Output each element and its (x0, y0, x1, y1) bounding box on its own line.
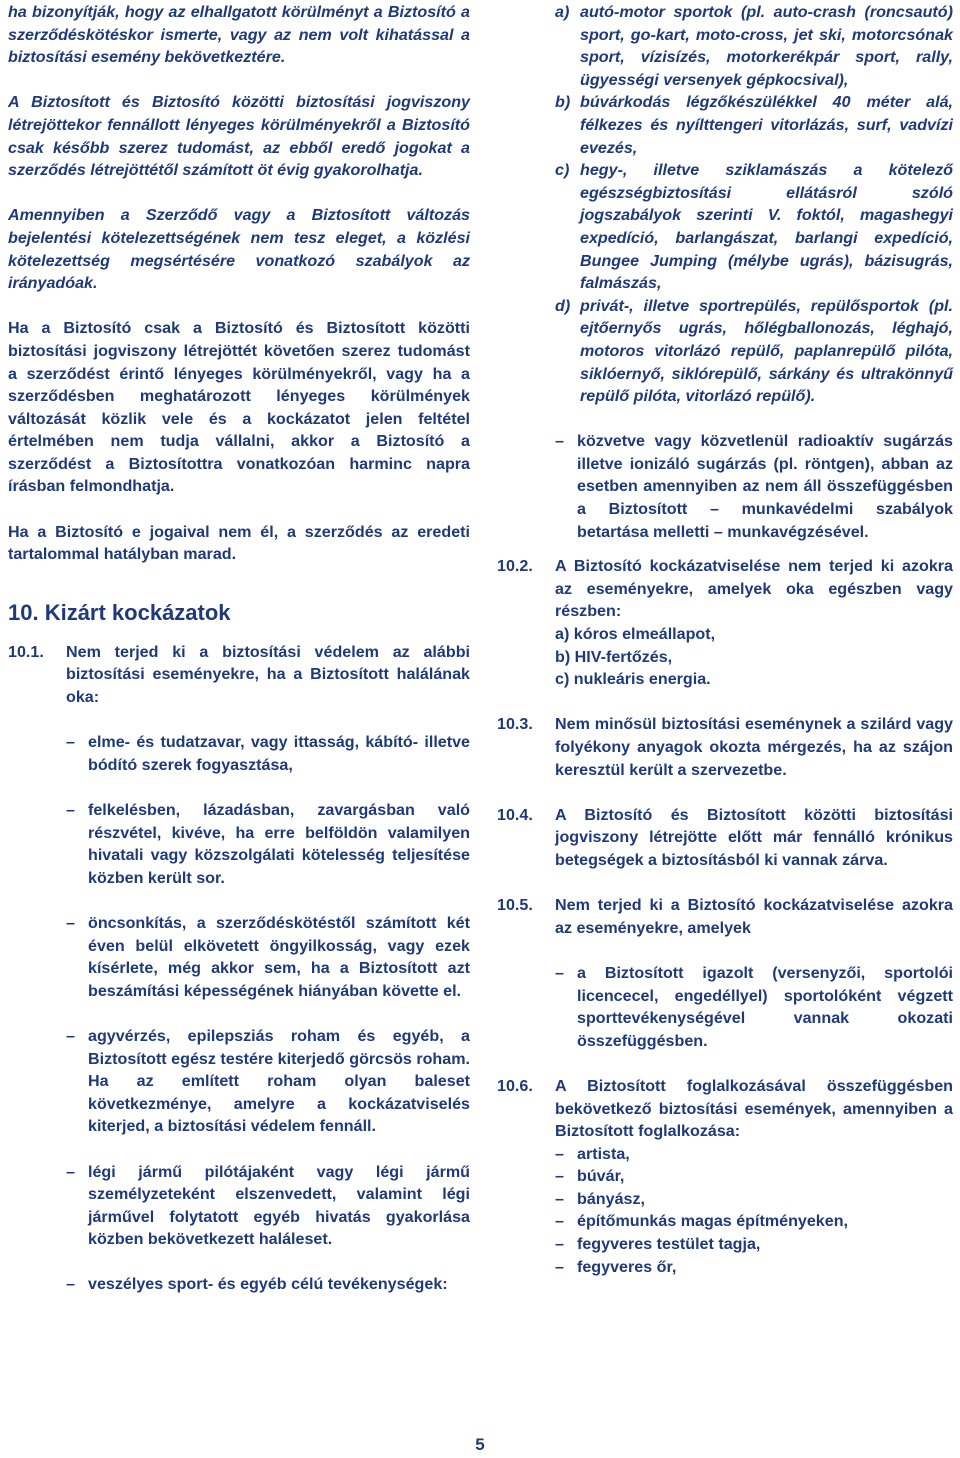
dash-bullet: – (555, 963, 564, 982)
list-item-text: építőmunkás magas építményeken, (577, 1212, 849, 1231)
item-letter: a) (555, 3, 570, 21)
list-item (66, 799, 470, 889)
dash-bullet: – (66, 1162, 75, 1181)
list-item-text: felkelésben, lázadásban, zavargásban való részvétel, kivéve, ha erre belföldön valamilyen hivatali vagy közszolgálati kötelesség teljesítése közben került sor. (88, 801, 470, 887)
section-heading: 10. Kizárt kockázatok (8, 599, 231, 625)
list-item (555, 295, 953, 408)
section-10-1 (8, 641, 470, 1296)
dash-bullet: – (555, 432, 564, 451)
dash-bullet: – (555, 1189, 564, 1208)
section-text: Nem minősül biztosítási eseménynek a szilárd vagy folyékony anyagok okozta mérgezés, ha az szájon keresztül került a szervezetbe. (555, 715, 953, 779)
section-body (555, 894, 953, 1052)
item-text: búvárkodás légzőkészülékkel 40 méter alá, félkezes és nyílttengeri vitorlázás, surf, vadvízi evezés, (580, 93, 953, 157)
list-item (555, 1143, 953, 1166)
dash-bullet: – (66, 801, 75, 819)
dash-bullet: – (555, 1235, 564, 1254)
section-body (66, 641, 470, 1296)
paragraph-change-notification: Amennyiben a Szerződő vagy a Biztosított változás bejelentési kötelezettségének nem tesz eleget, a közlési kötelezettség megsértésére vonatkozó szabályok az irányadóak. (8, 206, 470, 293)
list-item (555, 1233, 953, 1256)
item-letter: d) (555, 296, 571, 315)
list-item: a) kóros elmeállapot, (555, 625, 716, 644)
item-text: hegy-, illetve sziklamászás a kötelező egészségbiztosítási ellátásról szóló jogszabályok szerinti V. foktól, magashegyi expedíció, barlangászat, barlangi expedíció, Bungee Jumping (mélybe ugrás), bázisugrás, falmászás, (580, 161, 953, 293)
list-item: b) HIV-fertőzés, (555, 647, 673, 666)
list-item (555, 430, 953, 543)
list-item (555, 1, 953, 91)
list-item: c) nukleáris energia. (555, 670, 711, 689)
list-item (66, 912, 470, 1002)
left-column (8, 1, 470, 1296)
section-10-2 (497, 555, 953, 691)
list-item (66, 1273, 470, 1296)
item-text: autó-motor sportok (pl. auto-crash (roncsautó) sport, go-kart, moto-cross, jet ski, motorcsónak sport, vízisízés, motorkerékpár sport, rally, ügyességi versenyek gépkocsival), (580, 3, 953, 89)
dash-bullet: – (66, 1275, 75, 1294)
section-10-3 (497, 713, 953, 781)
paragraph-termination-right: Ha a Biztosító csak a Biztosító és Biztosított közötti biztosítási jogviszony létrejöttét követően szerez tudomást a szerződést érintő lényeges körülményekről, vagy ha a szerződésben meghatározott lényeges körülmények változását közlik vele és a kockázatot jelen feltétel értelmében nem tudja vállalni, akkor a Biztosító a szerződést a Biztosítottra vonatkozóan harminc napra írásban felmondhatja. (8, 319, 470, 496)
dash-bullet: – (555, 1257, 564, 1276)
section-text: A Biztosított foglalkozásával összefüggésben bekövetkező biztosítási események, amennyiben a Biztosított foglalkozása: (555, 1076, 953, 1141)
list-item-text: fegyveres őr, (577, 1257, 677, 1276)
list-item (66, 731, 470, 776)
section-number: 10.6. (497, 1076, 533, 1095)
list-item-text: öncsonkítás, a szerződéskötéstől számított két éven belül elkövetett öngyilkosság, vagy ezek kísérlete, még akkor sem, ha a Biztosított azt beszámítási képességének hiányában követte el. (88, 913, 470, 1000)
list-item-text: fegyveres testület tagja, (577, 1235, 761, 1254)
dash-bullet: – (555, 1144, 564, 1163)
paragraph-late-knowledge: A Biztosított és Biztosító közötti biztosítási jogviszony létrejöttekor fennállott lényeges körülményekről a Biztosító csak később szerez tudomást, az ebből eredő jogokat a szerződés létrejöttétől számított öt évig gyakorolhatja. (8, 93, 470, 180)
list-item (66, 1161, 470, 1251)
list-item-text: agyvérzés, epilepsziás roham és egyéb, a Biztosított egész testére kiterjedő görcsös roham. Ha az említett roham olyan baleset következménye, amelyre a kockázatviselés kiterjed, a biztosítási védelem fennáll. (88, 1026, 470, 1136)
dash-bullet: – (66, 1026, 75, 1045)
section-text: Nem terjed ki a Biztosító kockázatviselése azokra az eseményekre, amelyek (555, 896, 953, 937)
list-item-text: veszélyes sport- és egyéb célú tevékenységek: (88, 1275, 448, 1294)
list-item (66, 1025, 470, 1138)
section-body (555, 555, 953, 691)
list-item (555, 159, 953, 295)
sports-list (497, 1, 953, 543)
list-item-text: légi jármű pilótájaként vagy légi jármű személyzeteként elszenvedett, valamint légi járművel folytatott egyéb hivatás gyakorlása közben bekövetkezett haláleset. (88, 1162, 470, 1249)
dash-bullet: – (66, 733, 75, 752)
list-item (555, 1188, 953, 1211)
item-letter: c) (555, 161, 570, 180)
section-10-6 (497, 1075, 953, 1278)
list-item-text: artista, (577, 1144, 630, 1163)
list-item-text: közvetve vagy közvetlenül radioaktív sugárzás illetve ionizáló sugárzás (pl. röntgen), abban az esetben amennyiben az nem áll összefüggésben a Biztosított – munkavédelmi szabályok betartása melletti – munkavégzésével. (577, 432, 953, 541)
paragraph-contract-remains: Ha a Biztosító e jogaival nem él, a szerződés az eredeti tartalommal hatályban marad. (8, 522, 470, 564)
section-number: 10.5. (497, 896, 533, 915)
section-number: 10.2. (497, 557, 533, 576)
item-letter: b) (555, 93, 571, 112)
section-number: 10.1. (8, 642, 44, 661)
section-10-5 (497, 894, 953, 1052)
section-10-4 (497, 804, 953, 872)
page-number: 5 (475, 1435, 485, 1454)
section-number: 10.4. (497, 805, 533, 824)
list-item (555, 962, 953, 1052)
list-item (555, 1165, 953, 1188)
item-text: privát-, illetve sportrepülés, repülősportok (pl. ejtőernyős ugrás, hőlégballonozás, léghajó, motoros vitorlázó repülő, paplanrepülő pilóta, siklóernyő, siklórepülő, sárkány és ultrakönnyű repülő pilóta, vitorlázó repülő). (580, 296, 953, 406)
section-text: A Biztosító és Biztosított közötti biztosítási jogviszony létrejötte előtt már fennálló krónikus betegségek a biztosításból ki vannak zárva. (555, 805, 953, 869)
paragraph-disclosure-exception: ha bizonyítják, hogy az elhallgatott körülményt a Biztosító a szerződéskötéskor ismerte, vagy az nem volt kihatással a biztosítási esemény bekövetkeztére. (8, 3, 470, 67)
dash-bullet: – (555, 1167, 564, 1186)
section-text: A Biztosító kockázatviselése nem terjed ki azokra az eseményekre, amelyek oka egészben vagy részben: (555, 557, 953, 621)
section-body (555, 1075, 953, 1278)
section-number: 10.3. (497, 715, 533, 734)
list-item (555, 1256, 953, 1279)
list-item-text: búvár, (577, 1167, 625, 1186)
dash-bullet: – (66, 913, 75, 932)
list-item-text: elme- és tudatzavar, vagy ittasság, kábító- illetve bódító szerek fogyasztása, (88, 733, 470, 774)
list-item-text: a Biztosított igazolt (versenyzői, sportolói licencecel, engedéllyel) sportolóként végzett sporttevékenységével vannak okozati összefüggésben. (577, 963, 953, 1050)
section-intro: Nem terjed ki a biztosítási védelem az alábbi biztosítási eseményekre, ha a Biztosított halálának oka: (66, 642, 470, 707)
list-item (555, 1210, 953, 1233)
dash-bullet: – (555, 1212, 564, 1231)
list-item-text: bányász, (577, 1189, 645, 1208)
right-column (497, 1, 953, 1278)
list-item (555, 91, 953, 159)
